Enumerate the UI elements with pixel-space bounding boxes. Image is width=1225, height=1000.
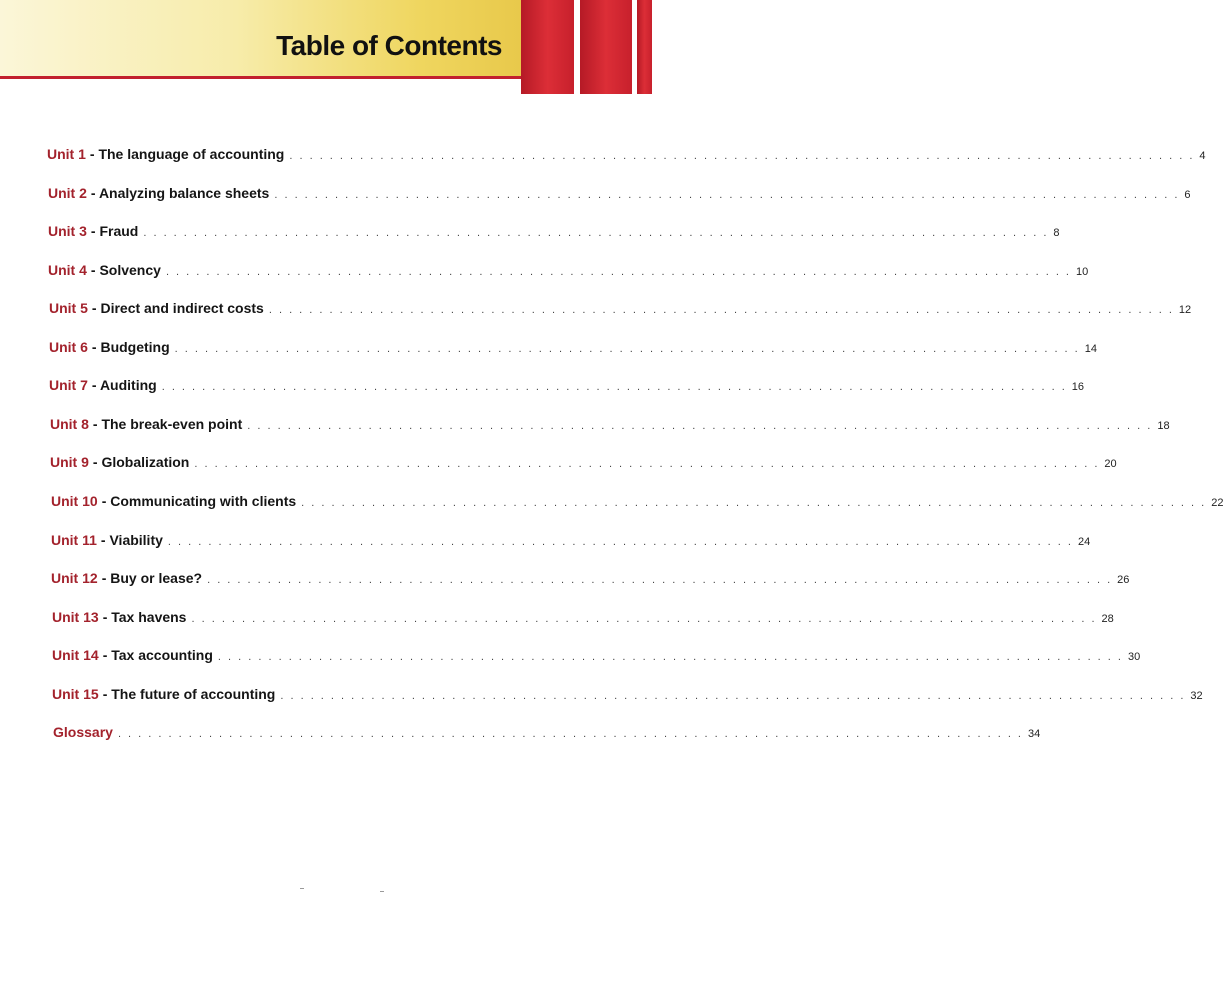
toc-title-text: Tax accounting [111, 647, 213, 663]
toc-page-number: 14 [1084, 343, 1097, 355]
dot-leader: . . . . . . . . . . . . . . . . . . . . . . . . . . . . . . . . . . . . . . . . . . . . . . . . . . . . . . . . . . . . . . . . . . . . . . . . . . . . . . . . . . . . . . . . . . [217, 651, 1123, 663]
toc-title [88, 338, 170, 356]
toc-title-text: The break-even point [101, 416, 243, 432]
toc-title [87, 222, 138, 240]
toc-title [98, 492, 296, 510]
toc-title [88, 376, 157, 394]
toc-separator: - [101, 493, 111, 509]
toc-separator: - [91, 339, 101, 355]
toc-separator: - [91, 377, 100, 393]
dot-leader: . . . . . . . . . . . . . . . . . . . . . . . . . . . . . . . . . . . . . . . . . . . . . . . . . . . . . . . . . . . . . . . . . . . . . . . . . . . . . . . . . . . . . . . . . . [191, 613, 1097, 625]
toc-unit-label: Unit 6 [49, 339, 88, 355]
toc-title-text: The future of accounting [111, 686, 276, 702]
toc-entry [51, 492, 1224, 512]
toc-entry [51, 531, 1091, 551]
toc-title-text: The language of accounting [98, 146, 285, 162]
toc-entry [47, 145, 1206, 165]
toc-title [87, 184, 269, 202]
toc-title-text: Globalization [101, 454, 190, 470]
toc-separator: - [102, 609, 112, 625]
dot-leader: . . . . . . . . . . . . . . . . . . . . . . . . . . . . . . . . . . . . . . . . . . . . . . . . . . . . . . . . . . . . . . . . . . . . . . . . . . . . . . . . . . . . . . . . . . [247, 420, 1153, 432]
toc-page-number: 10 [1076, 266, 1089, 278]
toc-title-text: Communicating with clients [110, 493, 297, 509]
toc-unit-label: Unit 3 [48, 223, 87, 239]
toc-page-number: 28 [1101, 613, 1114, 625]
toc-entry [50, 415, 1170, 435]
toc-entry [50, 453, 1117, 473]
toc-title [88, 299, 264, 317]
toc-separator: - [101, 570, 111, 586]
toc-separator: - [100, 532, 110, 548]
toc-page-number: 20 [1104, 458, 1117, 470]
toc-page-number: 22 [1211, 497, 1224, 509]
toc-unit-label: Glossary [53, 724, 113, 740]
toc-title-text: Tax havens [111, 609, 187, 625]
toc-page-number: 18 [1157, 420, 1170, 432]
toc-unit-label: Unit 8 [50, 416, 89, 432]
toc-unit-label: Unit 1 [47, 146, 86, 162]
toc-title-text: Buy or lease? [110, 570, 203, 586]
page-title: Table of Contents [276, 30, 502, 61]
toc-unit-label: Unit 5 [49, 300, 88, 316]
toc-title [99, 608, 187, 626]
toc-entry [49, 338, 1097, 358]
dot-leader: . . . . . . . . . . . . . . . . . . . . . . . . . . . . . . . . . . . . . . . . . . . . . . . . . . . . . . . . . . . . . . . . . . . . . . . . . . . . . . . . . . . . . . . . . . [268, 304, 1174, 316]
dot-leader: . . . . . . . . . . . . . . . . . . . . . . . . . . . . . . . . . . . . . . . . . . . . . . . . . . . . . . . . . . . . . . . . . . . . . . . . . . . . . . . . . . . . . . . . . . [194, 458, 1100, 470]
toc-title [89, 415, 242, 433]
toc-separator: - [102, 686, 112, 702]
toc-separator: - [90, 185, 99, 201]
toc-page-number: 24 [1077, 536, 1091, 548]
dot-leader: . . . . . . . . . . . . . . . . . . . . . . . . . . . . . . . . . . . . . . . . . . . . . . . . . . . . . . . . . . . . . . . . . . . . . . . . . . . . . . . . . . . . . . . . . . [289, 150, 1195, 162]
toc-title-text: Analyzing balance sheets [98, 185, 270, 201]
toc-title [97, 531, 163, 549]
toc-entry [48, 222, 1060, 242]
toc-title-text: Auditing [99, 377, 157, 393]
toc-separator: - [89, 146, 99, 162]
toc-unit-label: Unit 4 [48, 262, 87, 278]
toc-page-number: 6 [1184, 189, 1191, 201]
toc-title [99, 646, 213, 664]
dot-leader: . . . . . . . . . . . . . . . . . . . . . . . . . . . . . . . . . . . . . . . . . . . . . . . . . . . . . . . . . . . . . . . . . . . . . . . . . . . . . . . . . . . . . . . . . . [143, 227, 1049, 239]
dot-leader: . . . . . . . . . . . . . . . . . . . . . . . . . . . . . . . . . . . . . . . . . . . . . . . . . . . . . . . . . . . . . . . . . . . . . . . . . . . . . . . . . . . . . . . . . . [174, 343, 1080, 355]
dot-leader: . . . . . . . . . . . . . . . . . . . . . . . . . . . . . . . . . . . . . . . . . . . . . . . . . . . . . . . . . . . . . . . . . . . . . . . . . . . . . . . . . . . . . . . . . . [207, 574, 1113, 586]
toc-unit-label: Unit 15 [52, 686, 99, 702]
toc-title-text: Solvency [99, 262, 161, 278]
toc-separator: - [92, 454, 102, 470]
toc-page-number: 8 [1053, 227, 1060, 239]
toc-title [89, 453, 189, 471]
toc-page-number: 4 [1199, 150, 1206, 162]
dot-leader: . . . . . . . . . . . . . . . . . . . . . . . . . . . . . . . . . . . . . . . . . . . . . . . . . . . . . . . . . . . . . . . . . . . . . . . . . . . . . . . . . . . . . . . . . . [117, 728, 1023, 740]
toc-entry [52, 608, 1114, 628]
toc-title-text: Fraud [99, 223, 139, 239]
toc-unit-label: Unit 11 [51, 532, 97, 548]
toc-title-text: Budgeting [100, 339, 170, 355]
toc-title-text: Direct and indirect costs [100, 300, 264, 316]
toc-title-text: Viability [109, 532, 163, 548]
toc-entry [48, 261, 1089, 281]
toc-separator: - [91, 300, 101, 316]
toc-entry [53, 723, 1041, 743]
dot-leader: . . . . . . . . . . . . . . . . . . . . . . . . . . . . . . . . . . . . . . . . . . . . . . . . . . . . . . . . . . . . . . . . . . . . . . . . . . . . . . . . . . . . . . . . . . [274, 189, 1180, 201]
toc-separator: - [90, 223, 100, 239]
toc-unit-label: Unit 13 [52, 609, 99, 625]
print-speck [300, 888, 304, 889]
toc-unit-label: Unit 10 [51, 493, 98, 509]
toc-page-number: 32 [1190, 690, 1203, 702]
toc-page-number: 12 [1178, 304, 1192, 316]
toc-separator: - [92, 416, 102, 432]
toc-page-number: 26 [1117, 574, 1130, 586]
toc-unit-label: Unit 7 [49, 377, 88, 393]
toc-unit-label: Unit 12 [51, 570, 98, 586]
dot-leader: . . . . . . . . . . . . . . . . . . . . . . . . . . . . . . . . . . . . . . . . . . . . . . . . . . . . . . . . . . . . . . . . . . . . . . . . . . . . . . . . . . . . . . . . . . [280, 690, 1186, 702]
toc-unit-label: Unit 2 [48, 185, 87, 201]
dot-leader: . . . . . . . . . . . . . . . . . . . . . . . . . . . . . . . . . . . . . . . . . . . . . . . . . . . . . . . . . . . . . . . . . . . . . . . . . . . . . . . . . . . . . . . . . . [301, 497, 1207, 509]
toc-entry [49, 376, 1085, 396]
toc-page-number: 34 [1028, 728, 1041, 740]
toc-entry [52, 646, 1141, 666]
toc-unit-label: Unit 14 [52, 647, 99, 663]
toc-title [86, 145, 284, 163]
toc-entry [51, 569, 1130, 589]
toc-entry [49, 299, 1192, 319]
toc-page-number: 16 [1071, 381, 1085, 393]
toc-separator: - [90, 262, 100, 278]
dot-leader: . . . . . . . . . . . . . . . . . . . . . . . . . . . . . . . . . . . . . . . . . . . . . . . . . . . . . . . . . . . . . . . . . . . . . . . . . . . . . . . . . . . . . . . . . . [161, 381, 1067, 393]
toc-title [98, 569, 202, 587]
print-speck [380, 891, 384, 892]
dot-leader: . . . . . . . . . . . . . . . . . . . . . . . . . . . . . . . . . . . . . . . . . . . . . . . . . . . . . . . . . . . . . . . . . . . . . . . . . . . . . . . . . . . . . . . . . . [167, 536, 1073, 548]
toc-unit-label: Unit 9 [50, 454, 89, 470]
toc-title [87, 261, 161, 279]
toc-separator: - [102, 647, 112, 663]
toc-entry [52, 685, 1203, 705]
dot-leader: . . . . . . . . . . . . . . . . . . . . . . . . . . . . . . . . . . . . . . . . . . . . . . . . . . . . . . . . . . . . . . . . . . . . . . . . . . . . . . . . . . . . . . . . . . [165, 266, 1071, 278]
toc-title [99, 685, 276, 703]
toc-page-number: 30 [1127, 651, 1141, 663]
toc-entry [48, 184, 1191, 204]
